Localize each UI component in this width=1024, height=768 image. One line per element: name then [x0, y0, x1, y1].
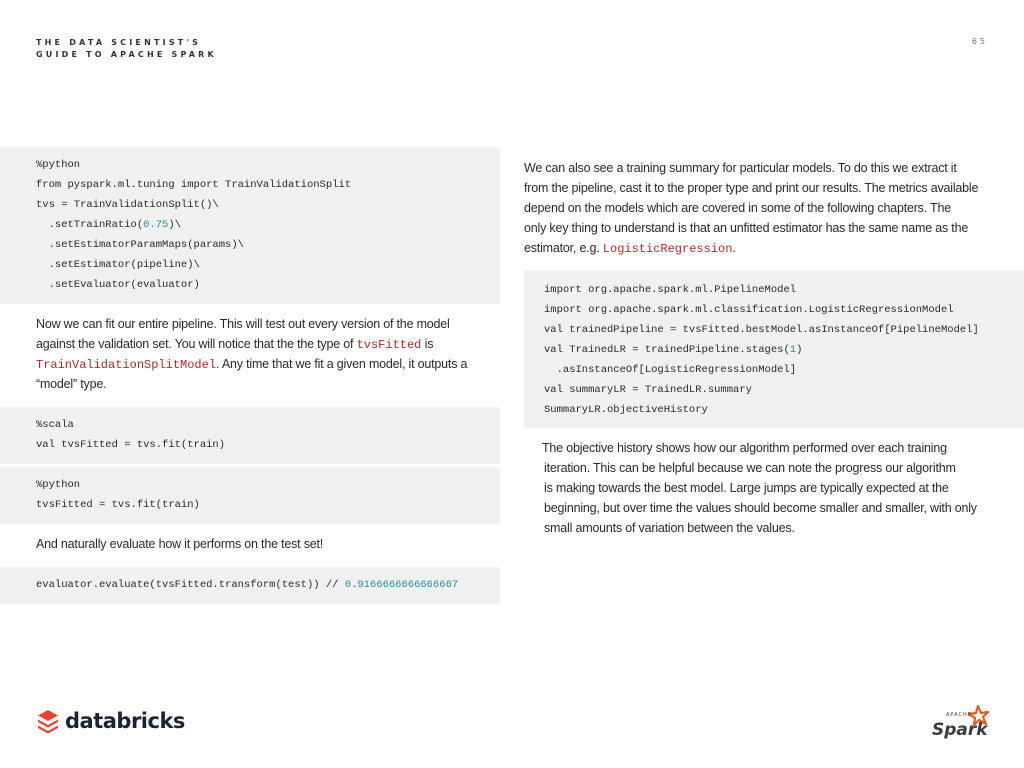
document-title: [36, 37, 217, 61]
code-line: %python: [36, 159, 81, 171]
code-block-objective-history: [524, 270, 1024, 428]
code-number: 0.9166666666666667: [344, 579, 459, 591]
page-number: 65: [971, 37, 988, 46]
code-block-evaluate: [0, 567, 500, 604]
inline-code: TrainValidationSplitModel: [36, 358, 217, 372]
code-number: 0.75: [143, 219, 169, 231]
databricks-stack-icon: [36, 708, 60, 734]
code-text: .setTrainRatio(: [36, 219, 144, 231]
paragraph-text: estimator, e.g.: [524, 241, 603, 255]
document-title-line-2: GUIDE TO APACHE SPARK: [36, 50, 217, 59]
code-text: ): [796, 344, 803, 356]
code-line: .setEvaluator(evaluator): [36, 279, 200, 291]
paragraph-line: [36, 334, 433, 355]
code-line: [544, 343, 802, 357]
code-line: .setEstimatorParamMaps(params)\: [36, 239, 244, 251]
code-line: tvs = TrainValidationSplit()\: [36, 199, 219, 211]
paragraph-fit-pipeline: [36, 314, 500, 396]
code-block-python-fit: [0, 467, 500, 524]
code-text: evaluator.evaluate(tvsFitted.transform(test)) //: [36, 579, 345, 591]
paragraph-line: “model” type.: [36, 377, 107, 391]
apache-spark-logo: [928, 703, 992, 741]
paragraph-line: [36, 354, 467, 375]
code-block-train-validation-split: [0, 147, 500, 304]
code-block-scala-fit: [0, 407, 500, 464]
code-line: from pyspark.ml.tuning import TrainValidationSplit: [36, 179, 352, 191]
paragraph-line: Now we can fit our entire pipeline. This will test out every version of the model: [36, 317, 450, 331]
paragraph-line: small amounts of variation between the values.: [544, 521, 795, 535]
code-line: val trainedPipeline = tvsFitted.bestModel.asInstanceOf[PipelineModel]: [544, 324, 979, 336]
paragraph-line: only key thing to understand is that an unfitted estimator has the same name as the: [524, 221, 969, 235]
paragraph-line: We can also see a training summary for particular models. To do this we extract it: [524, 161, 957, 175]
code-line: import org.apache.spark.ml.PipelineModel: [544, 284, 797, 296]
document-title-line-1: THE DATA SCIENTIST'S: [36, 38, 202, 47]
code-line: val summaryLR = TrainedLR.summary: [544, 384, 752, 396]
inline-code: LogisticRegression: [602, 242, 733, 256]
paragraph-line: is making towards the best model. Large jumps are typically expected at the: [544, 481, 949, 495]
paragraph-objective-history: [542, 438, 1004, 538]
code-number: 1: [789, 344, 797, 356]
paragraph-line: [524, 238, 736, 259]
paragraph-text: . Any time that we fit a given model, it outputs a: [216, 357, 468, 371]
paragraph-line: The objective history shows how our algorithm performed over each training: [542, 441, 947, 455]
inline-code: tvsFitted: [356, 338, 422, 352]
paragraph-training-summary: [524, 158, 1004, 258]
code-text: )\: [168, 219, 181, 231]
paragraph-line: from the pipeline, cast it to the proper type and print our results. The metrics available: [524, 181, 979, 195]
code-line: tvsFitted = tvs.fit(train): [36, 499, 200, 511]
paragraph-line: beginning, but over time the values should become smaller and smaller, with only: [544, 501, 977, 515]
code-line: .asInstanceOf[LogisticRegressionModel]: [544, 364, 797, 376]
paragraph-line: iteration. This can be helpful because we can note the progress our algorithm: [544, 461, 956, 475]
paragraph-text: .: [732, 241, 736, 255]
code-line: %scala: [36, 419, 74, 431]
paragraph-text: against the validation set. You will notice that the the type of: [36, 337, 357, 351]
paragraph-line: And naturally evaluate how it performs on the test set!: [36, 537, 324, 551]
code-line: [36, 218, 181, 232]
paragraph-text: is: [421, 337, 434, 351]
code-line: import org.apache.spark.ml.classification.LogisticRegressionModel: [544, 304, 954, 316]
code-text: val TrainedLR = trainedPipeline.stages(: [544, 344, 790, 356]
code-line: [36, 578, 458, 592]
apache-label: APACHE: [946, 712, 972, 718]
code-line: %python: [36, 479, 81, 491]
spark-wordmark: Spark: [932, 720, 988, 740]
databricks-wordmark: databricks: [65, 709, 185, 733]
code-line: SummaryLR.objectiveHistory: [544, 404, 708, 416]
code-line: val tvsFitted = tvs.fit(train): [36, 439, 226, 451]
paragraph-evaluate: [36, 534, 500, 554]
code-line: .setEstimator(pipeline)\: [36, 259, 200, 271]
databricks-logo: [36, 708, 185, 734]
paragraph-line: depend on the models which are covered in some of the following chapters. The: [524, 201, 951, 215]
